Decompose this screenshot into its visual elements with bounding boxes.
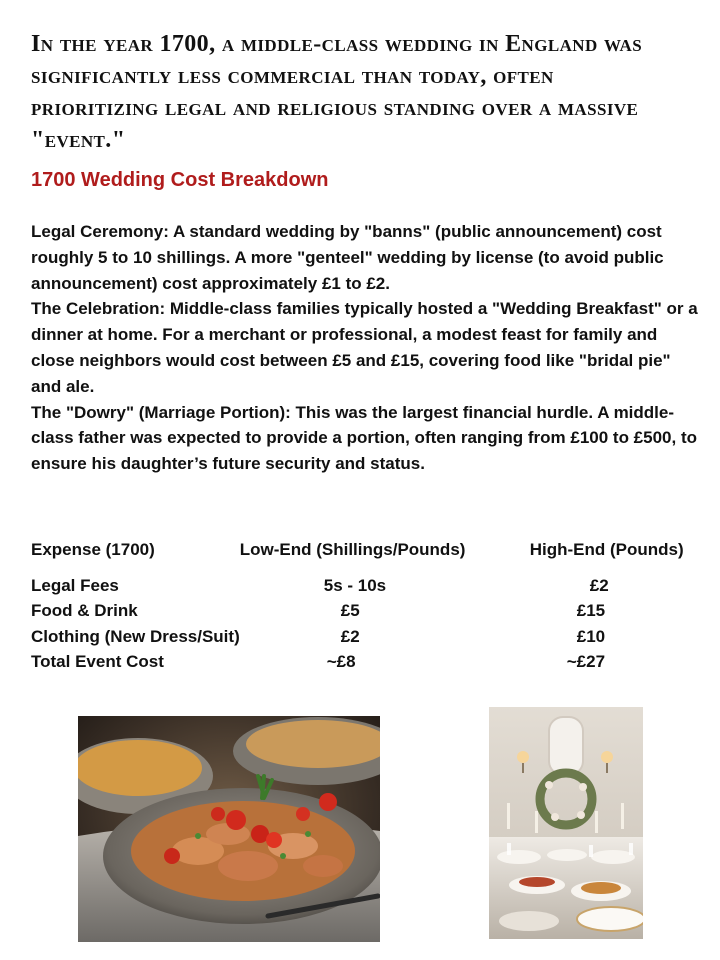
high-end-cell: ~£27 (566, 652, 606, 672)
low-end-cell: £5 (340, 601, 360, 621)
expense-cell: Clothing (New Dress/Suit) (31, 626, 240, 646)
paragraph-celebration: The Celebration: Middle-class families typically hosted a "Wedding Breakfast" or a dinner at home. For a merchant or professional, a modest feast for family and close neighbors would cost between £5 and £15, covering food like "bridal pie" and ale. (31, 299, 698, 396)
table-row (31, 599, 691, 625)
cost-table (31, 537, 691, 675)
table-row (31, 650, 691, 676)
food-platter-photo (78, 716, 380, 942)
expense-cell: Food & Drink (31, 601, 138, 621)
expense-cell: Legal Fees (31, 575, 119, 595)
high-end-cell: £15 (576, 601, 606, 621)
expense-cell: Total Event Cost (31, 652, 164, 672)
table-row (31, 573, 691, 599)
paragraph-legal-ceremony: Legal Ceremony: A standard wedding by "banns" (public announcement) cost roughly 5 to 10 shillings. A more "genteel" wedding by license (to avoid public announcement) cost approximately £1 to £2. (31, 222, 664, 293)
header-low-end: Low-End (Shillings/Pounds) (239, 540, 466, 559)
low-end-cell: £2 (340, 626, 360, 646)
low-end-cell: ~£8 (326, 652, 356, 672)
high-end-cell: £2 (589, 575, 609, 595)
low-end-cell: 5s - 10s (323, 575, 387, 595)
page-heading: In the year 1700, a middle-class wedding in England was significantly less commercial than today, often prioritizing legal and religious standing over a massive "event." (31, 31, 643, 153)
header-high-end: High-End (Pounds) (529, 540, 684, 559)
paragraph-dowry: The "Dowry" (Marriage Portion): This was the largest financial hurdle. A middle-class father was expected to provide a portion, often ranging from £100 to £500, to ensure his daughter’s future security and status. (31, 402, 697, 474)
banquet-table-photo (489, 707, 643, 939)
table-row (31, 624, 691, 650)
section-title: 1700 Wedding Cost Breakdown (31, 169, 329, 191)
table-header-row (31, 537, 691, 563)
header-expense: Expense (1700) (31, 540, 155, 559)
high-end-cell: £10 (576, 626, 606, 646)
body-text (31, 219, 701, 477)
